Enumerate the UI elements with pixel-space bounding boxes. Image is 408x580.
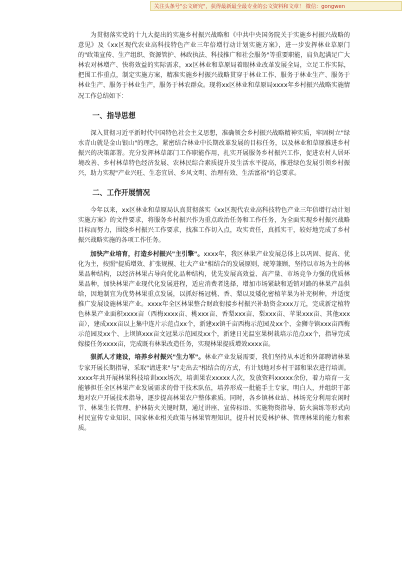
guiding-ideology-paragraph: 深入贯彻习近平新时代中国特色社会主义思想，准确领会乡村振兴战略精神实质，牢固树立"绿水青山就是金山银山"的理念，紧密结合林业中长期改革发展的目标任务，以及林业和草原推进乡村振兴的决策部署。充分发挥林草部门工作职能作用，扎实开展服务乡村振兴工作，促进农村人居环境改善、乡村林草特色经济发展、农林民综合素质提升及生活水平提高，推进绿色发展引领乡村振兴，助力实现"产业兴旺、生态宜居、乡风文明、治理有效、生活富裕"的总要求。 [78,129,350,178]
talent-building-text: 林业产业发展需要，我们坚持从本近和外部聘请林果专家开展长期指导，采取"请进来"与"走出去"相结合的方式，有计划地对乡村干部和果农进行培训。xxxx年共开展林果科技培训xxx场次，培训果农xxxxx人次，发放资料xxxxx余份，着力培育一支能够担任全区林果产业发展需求的骨干技术队伍，培养形成一批能手土专家，明白人，并组织干部地对农户开展技术指导，逐步提高林果农户整体素质。同时，各乡镇林业站、林场充分利用农闲时节、林果生长管理、护林防火关键时期，通过讲座、宣传标语、实施物资指导、防火演练等形式向村民宣传专业知识、国家林业相关政策与林果管理知识，提升村民爱林护林、管理林果的能力和素质。 [78,354,351,433]
industry-cultivation-text: xxxx年，我区林果产业发展总体上以巩固、提高、优化为主，按照"提质增效、扩张规模、壮大产业"相结合的发展原则，统筹兼顾，坚持以市场为主的林果品种结构，以经济林果占导向优化品种结构，优先发展高效益、高产量、市场竞争力强的优质林果品种，加快林果产业现代化发展进程，适应消费者选择，增加市场紧缺和适销对路的林果产品供给，因地制宜为优势林果重点发展，以抓好杨冠桃、香、梨以及矮化密植苹果为补充树种，并适度推广发展设施林果产业。xxxx年全区林果整合财政衔接乡村振兴补助资金xxx万元，完成新定植特色林果产业面积xxxx亩（西梅xxxx亩、桃xxx亩、香梨xxx亩、梨xxx亩、苹果xxx亩、其他xxx亩），建成xxx亩以上集中连片示范点xx个，新建xx镇千亩西梅示范园及xx个、金狮寺镇xxx亩西梅示范园及xx个、上坝镇xxx亩文冠果示范园及xx个，新建日光温室果树栽培示范点xx个，指导完成嫁接任务xxxx亩，完成既有林果改造任务，实现林果提质增效xxxx亩。 [78,250,350,349]
section-heading-guiding-ideology: 一、指导思想 [92,110,136,120]
talent-building-title: 狠抓人才建设，培养乡村振兴"生力军"。 [90,354,205,362]
industry-cultivation-paragraph [78,250,350,351]
promo-banner[interactable]: 关注头条号"公文研究"，获得最新最全最专业的公文资料和文章！ 微信：gongwen [150,1,402,11]
talent-building-paragraph [78,353,350,434]
intro-paragraph: 为贯彻落实党的十九大提出的实施乡村振兴战略和《中共中央国务院关于实施乡村振兴战略的意见》及《xx区现代农业高科技特色产业三年倍增行动计划实施方案》，进一步发挥林业草原门的"政策宣传、生产组织、资源管护、林政执法、科技推广和社会服务"等重要职能，肩负起满足广大林农对林增产、快将效益的实际需求，xx区林业和草原局着眼林业改革发展全局，立足工作实际，把围工作重点，制定实施方案，精准实施乡村振兴战略贯穿于林业工作、服务于林业生产、服务于林业生产、服务于林业生产，服务于林农群众。现将xx区林业和草原局xxxx年乡村振兴战略实施情况工作总结如下： [78,32,350,100]
work-progress-paragraph: 今年以来，xx区林业和草原局认真贯彻落实《xx区现代农业高科技特色产业三年倍增行动计划实施方案》的文件要求，将服务乡村振兴作为重点政治任务和工作任务，为全面实现乡村振兴战略目标而努力，围绕乡村振兴工作要求，找准工作切入点，攻实责任，真抓实干，较好地完成了乡村振兴战略实施的各项工作任务。 [78,207,350,245]
document-body [78,31,350,437]
industry-cultivation-title: 加快产业培育，打造乡村振兴"主引擎"。 [90,250,204,258]
section-heading-work-progress: 二、工作开展情况 [92,188,150,198]
